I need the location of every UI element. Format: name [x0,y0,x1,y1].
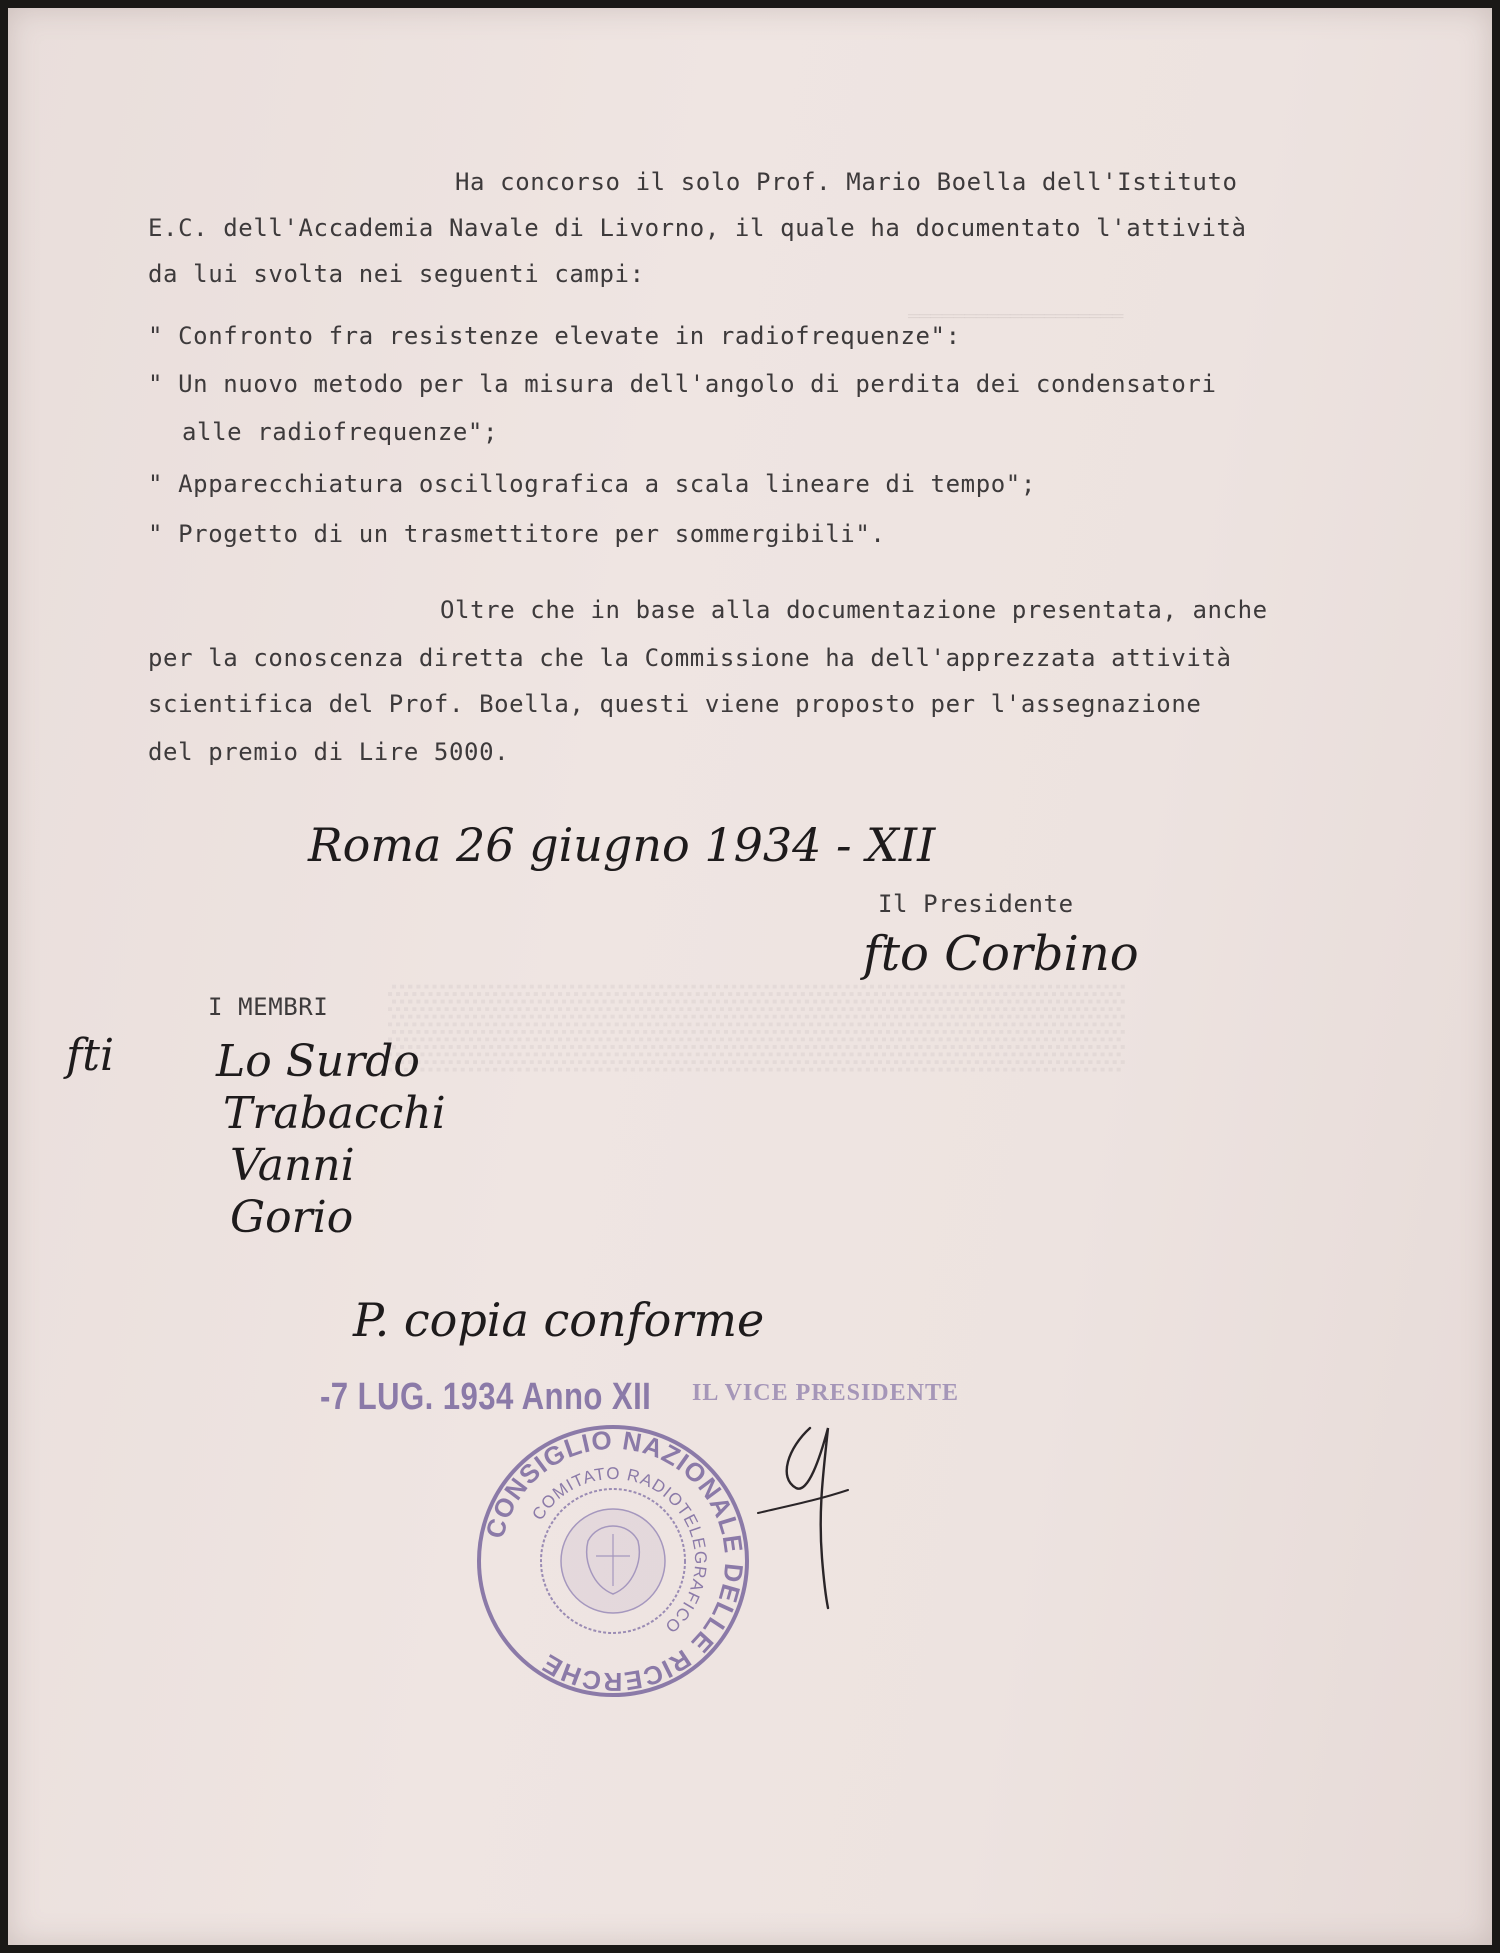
vice-president-stamp: IL VICE PRESIDENTE [692,1380,959,1406]
paragraph-1-line-2: E.C. dell'Accademia Navale di Livorno, il quale ha documentato l'attività [148,214,1247,242]
members-prefix: fti [66,1030,115,1081]
document-page [8,8,1492,1945]
date-stamp: -7 LUG. 1934 Anno XII [320,1376,652,1418]
president-title: Il Presidente [878,890,1074,918]
vice-president-initials [748,1408,868,1618]
paragraph-2-line-1: Oltre che in base alla documentazione presentata, anche [440,596,1268,624]
handwritten-date: Roma 26 giugno 1934 - XII [308,818,936,872]
seal-outer-text: CONSIGLIO NAZIONALE DELLE RICERCHE [479,1424,750,1698]
bleed-through-text: ▒▒▒▒▒▒▒▒▒▒▒▒▒ [388,979,1125,1068]
list-item-1: " Confronto fra resistenze elevate in radiofrequenze": [148,322,961,350]
bleed-through-text: ═══════════════════ [908,308,1124,325]
seal-inner-text: COMITATO RADIOTELEGRAFICO [528,1463,711,1638]
member-name: Gorio [230,1192,354,1243]
paragraph-1-line-3: da lui svolta nei seguenti campi: [148,260,645,288]
member-name: Trabacchi [223,1088,446,1139]
copy-note: P. copia conforme [353,1293,765,1347]
paragraph-2-line-4: del premio di Lire 5000. [148,738,510,766]
member-name: Lo Surdo [216,1036,420,1087]
member-name: Vanni [230,1140,355,1191]
committee-seal [468,1416,758,1706]
list-item-4: " Progetto di un trasmettitore per sommergibili". [148,520,886,548]
president-signature: fto Corbino [863,926,1139,982]
list-item-2-line-1: " Un nuovo metodo per la misura dell'angolo di perdita dei condensatori [148,370,1217,398]
paragraph-2-line-3: scientifica del Prof. Boella, questi viene proposto per l'assegnazione [148,690,1202,718]
list-item-2-line-2: alle radiofrequenze"; [182,418,499,446]
paragraph-2-line-2: per la conoscenza diretta che la Commissione ha dell'apprezzata attività [148,644,1232,672]
paragraph-1-line-1: Ha concorso il solo Prof. Mario Boella dell'Istituto [455,168,1238,196]
list-item-3: " Apparecchiatura oscillografica a scala lineare di tempo"; [148,470,1036,498]
members-heading: I MEMBRI [208,993,329,1021]
